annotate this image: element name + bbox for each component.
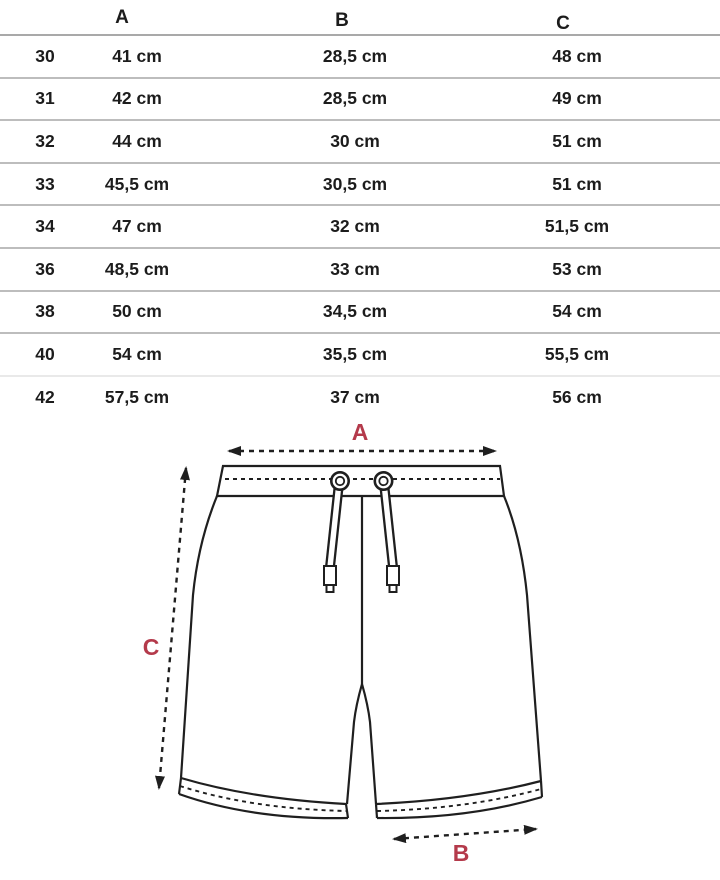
measurement-a-cell: 54 cm bbox=[112, 343, 162, 364]
size-cell: 30 bbox=[35, 45, 55, 66]
right-eyelet-hole bbox=[379, 477, 387, 485]
measurement-b-cell: 30,5 cm bbox=[322, 173, 388, 194]
measurement-c-cell: 51 cm bbox=[552, 130, 602, 151]
measurement-a-cell: 41 cm bbox=[112, 45, 162, 66]
right-hem-outer-cap bbox=[541, 781, 542, 797]
measurement-b-cell: 30 cm bbox=[330, 130, 380, 151]
measurement-c-cell: 49 cm bbox=[552, 88, 602, 109]
measurement-c-cell: 51 cm bbox=[552, 173, 602, 194]
table-row bbox=[0, 36, 720, 79]
column-header-a: A bbox=[115, 7, 129, 28]
column-header-b: B bbox=[335, 10, 349, 31]
size-table bbox=[0, 0, 720, 417]
measurement-c-cell: 51,5 cm bbox=[544, 216, 610, 237]
table-header-row bbox=[0, 0, 720, 36]
measurement-a-cell: 48,5 cm bbox=[104, 258, 170, 279]
table-row bbox=[0, 377, 720, 418]
table-row bbox=[0, 121, 720, 164]
right-hem-inner-cap bbox=[376, 804, 377, 818]
shorts-measurement-diagram bbox=[0, 417, 720, 875]
measurement-b-cell: 32 cm bbox=[330, 216, 380, 237]
column-header-c: C bbox=[556, 13, 570, 34]
measurement-c-cell: 54 cm bbox=[552, 301, 602, 322]
table-row bbox=[0, 292, 720, 335]
size-cell: 34 bbox=[35, 216, 55, 237]
table-row bbox=[0, 249, 720, 292]
size-cell: 40 bbox=[35, 343, 55, 364]
right-side-seam bbox=[504, 496, 541, 781]
left-aglet bbox=[324, 566, 336, 585]
right-hem-top-edge bbox=[376, 781, 541, 804]
measurement-a-cell: 45,5 cm bbox=[104, 173, 170, 194]
measurement-b-cell: 35,5 cm bbox=[322, 343, 388, 364]
left-eyelet-hole bbox=[336, 477, 344, 485]
size-cell: 38 bbox=[35, 301, 55, 322]
measurement-b-cell: 28,5 cm bbox=[322, 88, 388, 109]
table-row bbox=[0, 164, 720, 207]
size-cell: 32 bbox=[35, 130, 55, 151]
size-cell: 36 bbox=[35, 258, 55, 279]
left-inseam bbox=[347, 684, 362, 804]
dimension-arrow-c bbox=[159, 468, 186, 788]
shorts-technical-drawing bbox=[0, 417, 720, 875]
size-cell: 31 bbox=[35, 88, 55, 109]
shorts-outline bbox=[179, 466, 542, 818]
left-hem-stitch-line bbox=[180, 786, 347, 811]
size-cell: 33 bbox=[35, 173, 55, 194]
measurement-c-cell: 53 cm bbox=[552, 258, 602, 279]
right-hem-stitch-line bbox=[377, 789, 541, 811]
measurement-a-cell: 47 cm bbox=[112, 216, 162, 237]
right-aglet bbox=[387, 566, 399, 585]
right-aglet-tip bbox=[390, 585, 397, 592]
measurement-a-cell: 42 cm bbox=[112, 88, 162, 109]
measurement-a-cell: 44 cm bbox=[112, 130, 162, 151]
left-hem-top-edge bbox=[181, 778, 346, 804]
dimension-label-c: C bbox=[142, 634, 160, 661]
measurement-a-cell: 57,5 cm bbox=[104, 386, 170, 407]
waistband bbox=[217, 466, 504, 496]
measurement-b-cell: 34,5 cm bbox=[322, 301, 388, 322]
dimension-label-b: B bbox=[452, 840, 470, 867]
measurement-b-cell: 28,5 cm bbox=[322, 45, 388, 66]
table-row bbox=[0, 334, 720, 377]
measurement-c-cell: 55,5 cm bbox=[544, 343, 610, 364]
left-side-seam bbox=[181, 496, 217, 778]
measurement-a-cell: 50 cm bbox=[112, 301, 162, 322]
measurement-c-cell: 56 cm bbox=[552, 386, 602, 407]
table-row bbox=[0, 206, 720, 249]
left-aglet-tip bbox=[327, 585, 334, 592]
right-inseam bbox=[362, 684, 376, 804]
left-hem-bottom-edge bbox=[179, 794, 348, 818]
dimension-label-a: A bbox=[351, 419, 369, 446]
measurement-b-cell: 33 cm bbox=[330, 258, 380, 279]
table-row bbox=[0, 79, 720, 122]
right-hem-bottom-edge bbox=[377, 797, 542, 818]
size-cell: 42 bbox=[35, 386, 55, 407]
measurement-c-cell: 48 cm bbox=[552, 45, 602, 66]
measurement-b-cell: 37 cm bbox=[330, 386, 380, 407]
dimension-arrow-b bbox=[394, 829, 536, 839]
